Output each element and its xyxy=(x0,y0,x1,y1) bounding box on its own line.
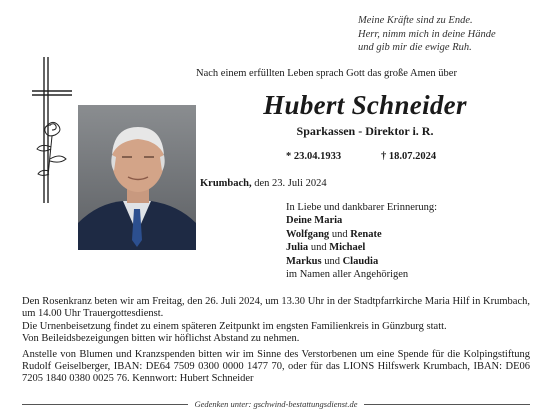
portrait-photo xyxy=(78,105,196,250)
birth-date: * 23.04.1933 xyxy=(286,151,342,162)
mourner-line xyxy=(286,255,437,268)
mourner-name: Deine Maria xyxy=(286,215,343,227)
quote-line: Meine Kräfte sind zu Ende. xyxy=(358,15,473,26)
place-name: Krumbach, xyxy=(200,178,252,189)
cross-with-rose-icon xyxy=(30,55,75,205)
condolence-paragraph: Von Beileidsbezeigungen bitten wir höflichst Abstand zu nehmen. xyxy=(22,333,300,345)
quote-line: und gib mir die ewige Ruh. xyxy=(358,42,472,53)
memorial-website-link[interactable]: Gedenken unter: gschwind-bestattungsdienst.de xyxy=(194,399,358,409)
death-date: † 18.07.2024 xyxy=(381,151,437,162)
epigraph-quote xyxy=(358,14,528,55)
mourner-name: Wolfgang xyxy=(286,228,330,240)
burial-paragraph: Die Urnenbeisetzung findet zu einem späteren Zeitpunkt im engsten Familienkreis in Günzburg statt. xyxy=(22,320,447,332)
place-and-date xyxy=(200,178,327,189)
mourner-line xyxy=(286,241,437,254)
mourner-name: Claudia xyxy=(342,255,379,267)
mourner-name: Renate xyxy=(350,228,382,240)
conjunction: und xyxy=(324,255,340,267)
service-information xyxy=(22,296,530,386)
notice-date: den 23. Juli 2024 xyxy=(254,178,327,189)
footer xyxy=(22,399,530,409)
rosary-paragraph: Den Rosenkranz beten wir am Freitag, den 26. Juli 2024, um 13.30 Uhr in der Stadtpfarrkirche Maria Hilf in Krumbach, um 14.00 Uhr Trauergottesdienst. xyxy=(22,296,530,320)
quote-line: Herr, nimm mich in deine Hände xyxy=(358,28,496,40)
footer-rule-left xyxy=(22,404,188,405)
deceased-name: Hubert Schneider xyxy=(263,90,467,120)
mourner-name: Markus xyxy=(286,255,322,267)
mourner-name: Julia xyxy=(286,242,309,254)
mourner-line xyxy=(286,228,437,241)
deceased-title: Sparkassen - Direktor i. R. xyxy=(296,124,434,138)
conjunction: und xyxy=(310,242,327,254)
footer-rule-right xyxy=(364,404,530,405)
mourners-outro: im Namen aller Angehörigen xyxy=(286,269,409,281)
mourner-line xyxy=(286,214,437,227)
mourners-intro: In Liebe und dankbarer Erinnerung: xyxy=(286,202,438,213)
conjunction: und xyxy=(331,228,348,240)
donation-paragraph: Anstelle von Blumen und Kranzspenden bitten wir im Sinne des Verstorbenen um eine Spende für die Kolpingstiftung Rudolf Geiselberger, IBAN: DE64 7509 0300 0000 1477 70, oder für das LIONS Hilfswerk Krumbach, IBAN: DE06 7205 1840 0380 0025 76. Kennwort: Hubert Schneider xyxy=(22,348,530,385)
mourner-name: Michael xyxy=(329,242,366,254)
intro-line: Nach einem erfüllten Leben sprach Gott das große Amen über xyxy=(196,68,457,79)
mourners-list xyxy=(286,201,437,281)
portrait-illustration xyxy=(78,105,196,250)
